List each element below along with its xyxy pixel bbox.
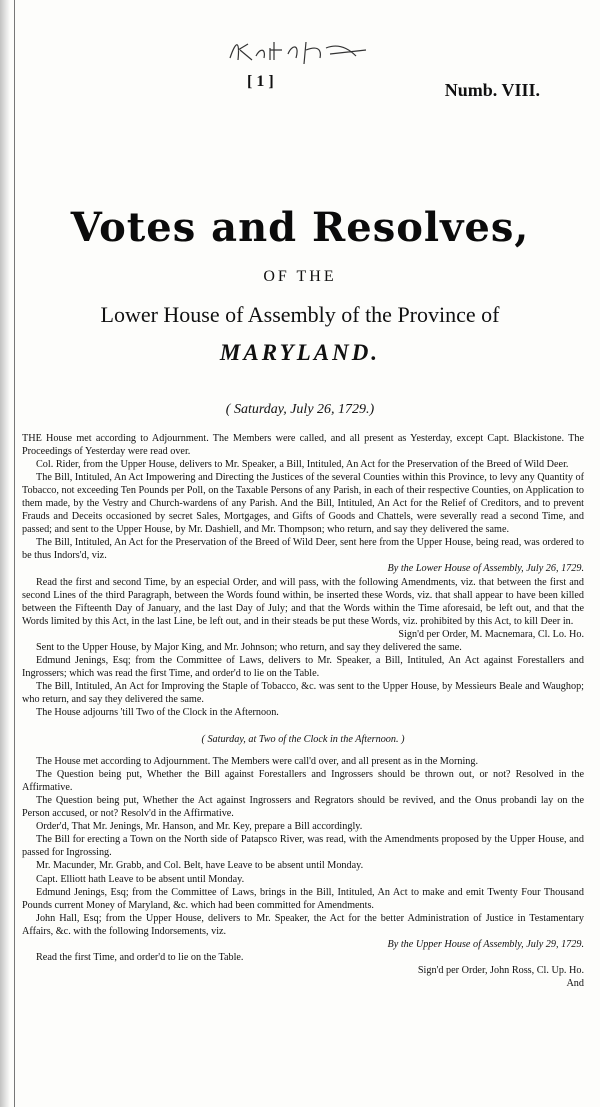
issue-number: Numb. VIII. [444,80,540,100]
page-number: [ 1 ] [247,73,274,90]
paragraph: The Question being put, Whether the Bill against Forestallers and Ingrossers should be thrown out, or not? Resolved in the Affirmative. [22,769,584,794]
paragraph: The Bill for erecting a Town on the North side of Patapsco River, was read, with the Amendments proposed by the Upper House, and passed for Ingrossing. [22,834,584,859]
afternoon-session-heading: ( Saturday, at Two of the Clock in the Afternoon. ) [201,734,405,746]
paragraph: The Bill, Intituled, An Act for the Preservation of the Breed of Wild Deer, sent here from the Upper House, being read, was ordered to be thus Indors'd, viz. [22,537,584,562]
minutes-body [22,432,584,990]
indorsement-heading: By the Upper House of Assembly, July 29, 1729. [387,938,584,950]
handwritten-note [226,36,376,66]
handwriting-icon [226,36,376,66]
indorsement-heading: By the Lower House of Assembly, July 26, 1729. [387,563,584,575]
paragraph: Edmund Jenings, Esq; from the Committee of Laws, delivers to Mr. Speaker, a Bill, Intituled, An Act against Forestallers and Ingrossers; which was read the first Time, and order'd to lie on the Table. [22,654,584,679]
paragraph: Read the first Time, and order'd to lie on the Table. [36,951,244,963]
paragraph: Col. Rider, from the Upper House, delivers to Mr. Speaker, a Bill, Intituled, An Act for the Preservation of the Breed of Wild Deer. [36,459,569,471]
paragraph: The Bill, Intituled, An Act Impowering and Directing the Justices of the several Counties within this Province, to levy any Quantity of Tobacco, not exceeding Ten Pounds per Poll, on the Taxable Persons of any Parish, in each of their respective Counties, on Application to them made, by the Vestry and Church-wardens of any Parish. And the Bill, Intituled, An Act for the Relief of Creditors, and to prevent Frauds and Deceits occasioned by secret Sales, Mortgages, and Gifts of Goods and Chattels, were severally read a second Time, and passed; and sent to the Upper House, by Mr. Dashiell, and Mr. Thompson; who return, and say they delivered the same. [22,472,584,536]
paragraph: Order'd, That Mr. Jenings, Mr. Hanson, and Mr. Key, prepare a Bill accordingly. [36,821,363,833]
paragraph: Edmund Jenings, Esq; from the Committee of Laws, brings in the Bill, Intituled, An Act to make and emit Twenty Four Thousand Pounds current Money of Maryland, &c. which had been committed for Amendments. [22,886,584,911]
paragraph: Capt. Elliott hath Leave to be absent until Monday. [36,873,245,885]
paragraph: THE House met according to Adjournment. The Members were called, and all present as Yesterday, except Capt. Blackistone. The Proceedings of Yesterday were read over. [22,433,584,458]
paragraph: Read the first and second Time, by an especial Order, and will pass, with the following Amendments, viz. that between the first and second Lines of the third Paragraph, between the Words found within, be inserted these Words, viz. that shall appear to have been killed between the Fifteenth Day of January, and the last Day of July; and that the Words within the Time aforesaid, be left out, and that the Words limited by this Act, in the last Line, be left out, and in their steads be put these Words, viz. prohibited by this Act, to kill Deer in. [22,576,584,627]
catchword: And [566,977,584,989]
paragraph: The Bill, Intituled, An Act for Improving the Staple of Tobacco, &c. was sent to the Upper House, by Messieurs Beale and Waughop; who return, and say they delivered the same. [22,680,584,705]
spacer [22,719,584,733]
title-province: MARYLAND. [219,340,381,365]
signature-line: Sign'd per Order, M. Macnemara, Cl. Lo. Ho. [398,628,584,640]
scan-edge-shadow [0,0,10,1107]
title-of-the: OF THE [263,268,337,285]
page-title: Votes and Resolves, [70,204,530,251]
title-house: Lower House of Assembly of the Province of [100,302,500,327]
paragraph: The House adjourns 'till Two of the Clock in the Afternoon. [36,706,279,718]
spacer [22,746,584,755]
page-border-line [14,0,15,1107]
paragraph: Sent to the Upper House, by Major King, and Mr. Johnson; who return, and say they delivered the same. [36,641,462,653]
paragraph: The Question being put, Whether the Act against Ingrossers and Regrators should be revived, and the Onus probandi lay on the Person accused, or not? Resolv'd in the Affirmative. [22,795,584,820]
session-date: ( Saturday, July 26, 1729.) [225,402,375,417]
paragraph: Mr. Macunder, Mr. Grabb, and Col. Belt, have Leave to be absent until Monday. [36,860,364,872]
paragraph: The House met according to Adjournment. The Members were call'd over, and all present as in the Morning. [36,756,479,768]
paragraph: John Hall, Esq; from the Upper House, delivers to Mr. Speaker, the Act for the better Administration of Justice in Testamentary Affairs, &c. with the following Indorsements, viz. [22,912,584,937]
signature-line: Sign'd per Order, John Ross, Cl. Up. Ho. [417,964,584,976]
